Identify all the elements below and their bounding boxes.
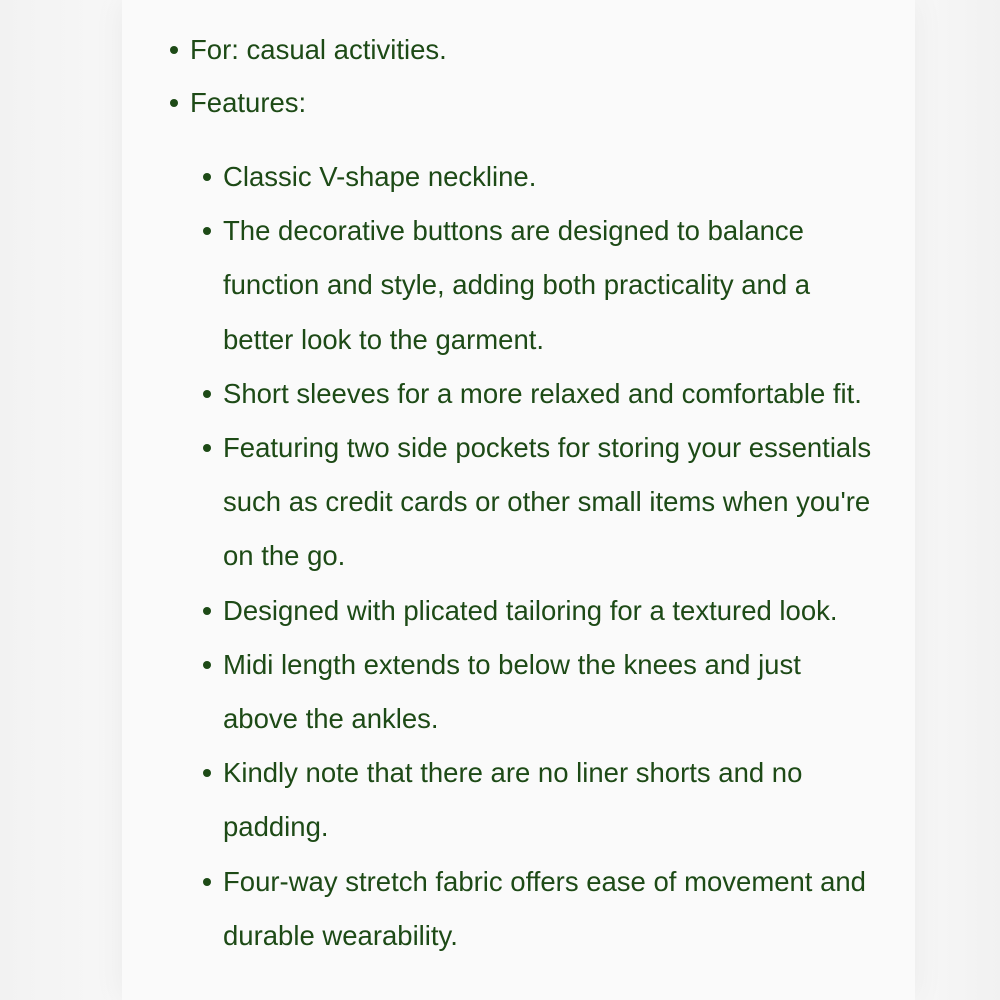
bullet-icon bbox=[170, 99, 178, 107]
bullet-icon bbox=[203, 769, 211, 777]
features-label: Features: bbox=[190, 87, 307, 118]
list-item-features bbox=[190, 76, 306, 130]
list-item-for bbox=[190, 23, 447, 77]
feature-text: Short sleeves for a more relaxed and comfortable fit. bbox=[223, 377, 862, 409]
bullet-icon bbox=[203, 390, 211, 398]
bullet-icon bbox=[170, 46, 178, 54]
feature-item bbox=[223, 746, 883, 854]
features-list bbox=[223, 150, 883, 963]
feature-text: Featuring two side pockets for storing your essentials such as credit cards or other small items when you're on the go. bbox=[223, 432, 872, 572]
feature-item bbox=[223, 204, 883, 367]
feature-item bbox=[223, 421, 883, 584]
feature-item bbox=[223, 855, 883, 963]
feature-item bbox=[223, 367, 883, 421]
for-text: For: casual activities. bbox=[190, 34, 447, 65]
bullet-icon bbox=[203, 661, 211, 669]
feature-item bbox=[223, 150, 883, 204]
feature-text: The decorative buttons are designed to balance function and style, adding both practicality and a better look to the garment. bbox=[223, 215, 811, 355]
bullet-icon bbox=[203, 173, 211, 181]
feature-text: Four-way stretch fabric offers ease of movement and durable wearability. bbox=[223, 865, 866, 951]
feature-item bbox=[223, 638, 883, 746]
product-description-card bbox=[122, 0, 915, 1000]
bullet-icon bbox=[203, 607, 211, 615]
feature-text: Classic V-shape neckline. bbox=[223, 161, 537, 192]
feature-text: Designed with plicated tailoring for a textured look. bbox=[223, 594, 838, 626]
bullet-icon bbox=[203, 878, 211, 886]
bullet-icon bbox=[203, 444, 211, 452]
feature-text: Midi length extends to below the knees and just above the ankles. bbox=[223, 648, 801, 735]
feature-item bbox=[223, 584, 883, 638]
feature-text: Kindly note that there are no liner shorts and no padding. bbox=[223, 757, 803, 843]
bullet-icon bbox=[203, 227, 211, 235]
